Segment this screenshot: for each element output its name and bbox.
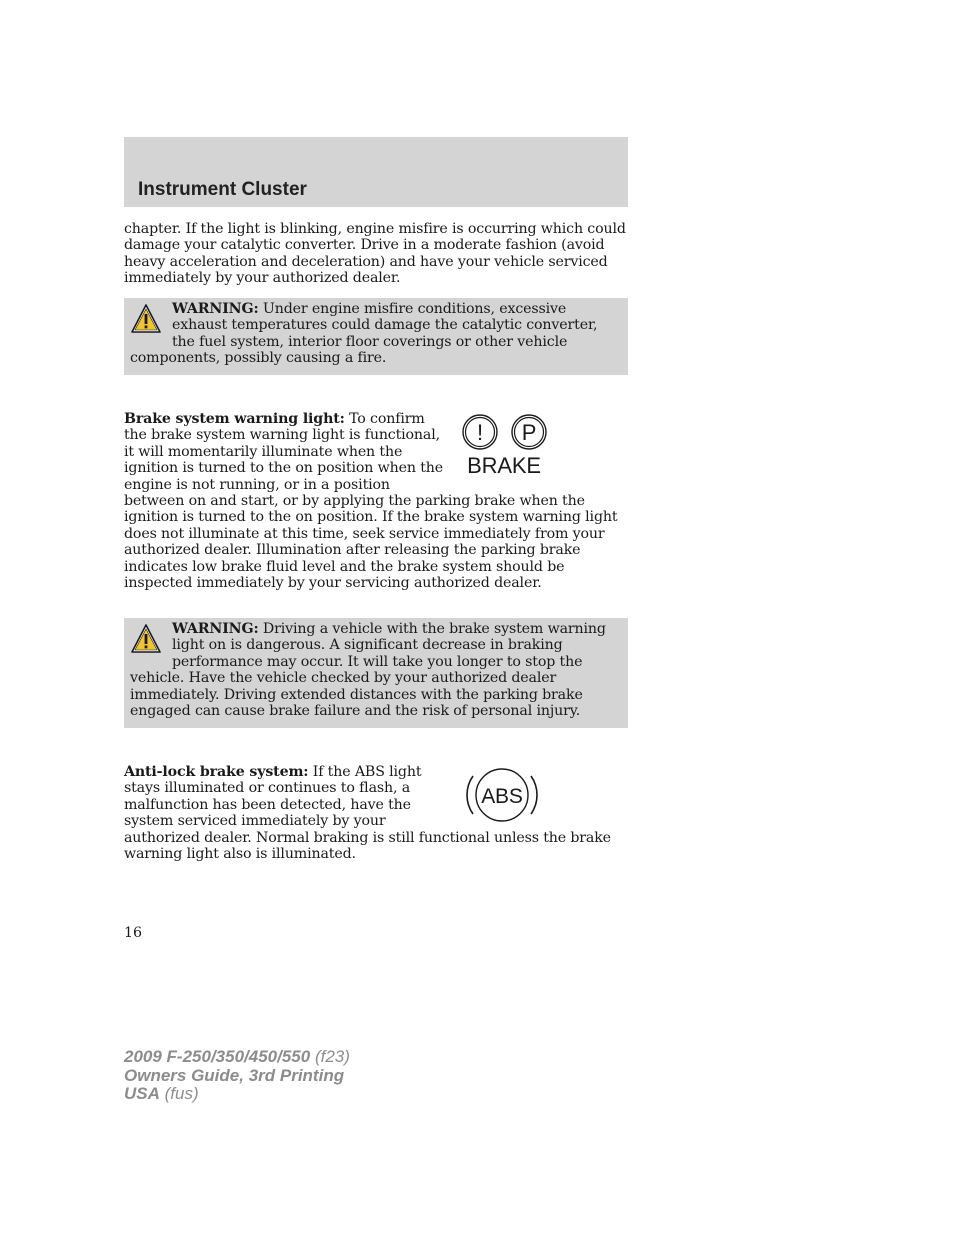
brake-icon-p: P <box>521 420 537 445</box>
footer-model: 2009 F-250/350/450/550 <box>124 1047 311 1066</box>
warning-label: WARNING: <box>172 301 259 317</box>
warning-body: Under engine misfire conditions, excessive exhaust temperatures could damage the catalytic converter, the fuel system, interior floor coverings or other vehicle components, possibly causing a fire. <box>130 301 598 367</box>
abs-icon-label: ABS <box>481 785 523 808</box>
brake-warning-icon <box>458 413 560 477</box>
warning-triangle-icon <box>130 302 162 336</box>
abs-text: If the ABS light stays illuminated or continues to flash, a malfunction has been detected, have the system serviced immediately by your authorized dealer. Normal braking is still functional unless the brake warning light also is illuminated. <box>124 764 611 863</box>
warning-text <box>130 621 620 719</box>
document-footer <box>124 1048 350 1104</box>
warning-triangle-icon <box>130 622 162 656</box>
footer-model-code: (f23) <box>310 1047 350 1066</box>
warning-box-misfire <box>124 298 628 375</box>
warning-label: WARNING: <box>172 621 259 637</box>
abs-warning-icon <box>464 764 540 828</box>
brake-icon-exclamation: ! <box>477 420 483 445</box>
warning-text <box>130 301 620 367</box>
intro-paragraph: chapter. If the light is blinking, engine misfire is occurring which could damage your catalytic converter. Drive in a moderate fashion (avoid heavy acceleration and deceleration) and have your vehicle serviced immediately by your authorized dealer. <box>124 221 626 287</box>
warning-body: Driving a vehicle with the brake system warning light on is dangerous. A significant decrease in braking performance may occur. It will take you longer to stop the vehicle. Have the vehicle checked by your authorized dealer immediately. Driving extended distances with the parking brake engaged can cause brake failure and the risk of personal injury. <box>130 621 606 720</box>
brake-lead: Brake system warning light: <box>124 411 345 427</box>
footer-guide: Owners Guide, 3rd Printing <box>124 1065 345 1085</box>
footer-region: USA <box>124 1084 160 1103</box>
footer-region-code: (fus) <box>159 1084 199 1103</box>
section-title: Instrument Cluster <box>138 179 307 200</box>
abs-lead: Anti-lock brake system: <box>124 764 309 780</box>
warning-box-brake <box>124 618 628 728</box>
brake-icon-label: BRAKE <box>467 453 541 477</box>
abs-section <box>124 764 628 862</box>
footer-region-line <box>124 1085 350 1104</box>
brake-text: To confirm the brake system warning light is functional, it will momentarily illuminate when the ignition is turned to the on position when the engine is not running, or in a position between on and start, or by applying the parking brake when the ignition is turned to the on position. If the brake system warning light does not illuminate at this time, seek service immediately from your authorized dealer. Illumination after releasing the parking brake indicates low brake fluid level and the brake system should be inspected immediately by your servicing authorized dealer. <box>124 411 618 592</box>
brake-section <box>124 411 628 591</box>
footer-model-line <box>124 1048 350 1067</box>
page-number: 16 <box>124 925 143 941</box>
section-header-band <box>124 137 628 207</box>
